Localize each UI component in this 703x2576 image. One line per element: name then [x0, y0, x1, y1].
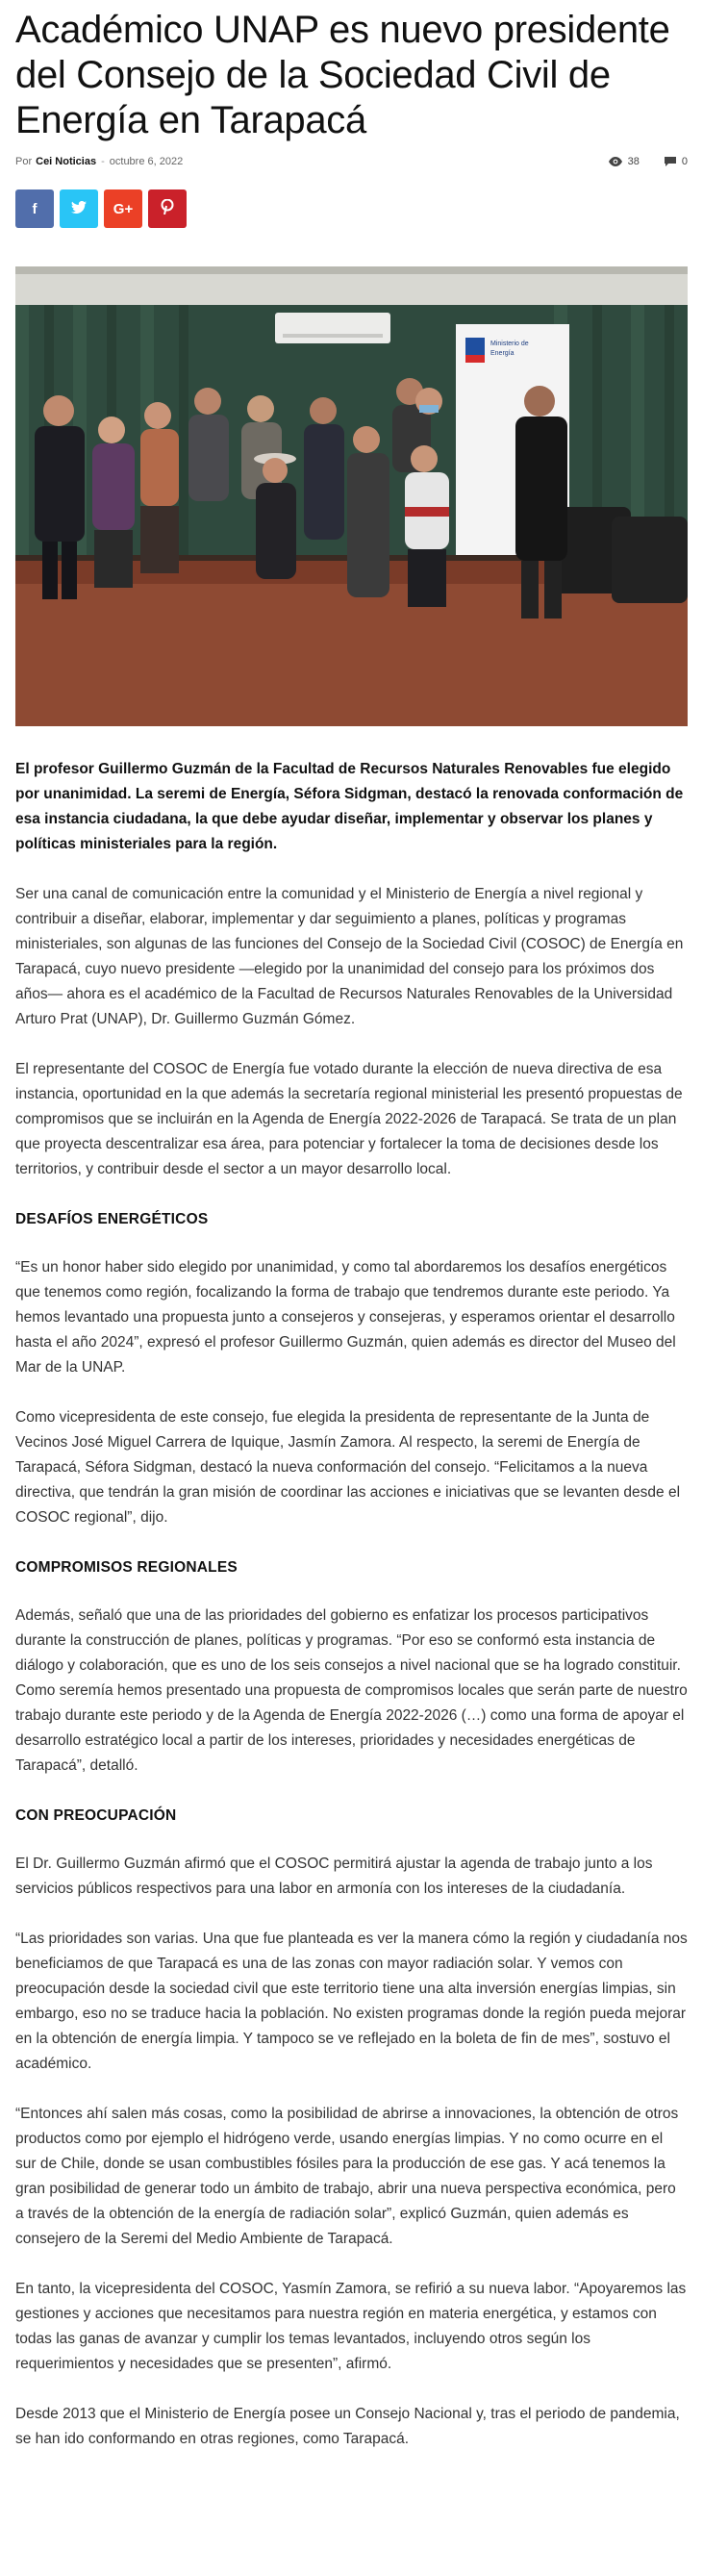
- lead-paragraph: El profesor Guillermo Guzmán de la Facultad de Recursos Naturales Renovables fue elegido por unanimidad. La seremi de Energía, Séfora Sidgman, destacó la renovada conformación de esa instancia ciudadana, la que debe ayudar diseñar, implementar y observar los planes y políticas ministeriales para la región.: [15, 761, 684, 852]
- paragraph-2: El representante del COSOC de Energía fue votado durante la elección de nueva directiva de esa instancia, oportunidad en la que además la secretaría regional ministerial les presentó propuestas de compromisos que se incluirán en la Agenda de Energía 2022-2026 de Tarapacá. Se trata de un plan que proyecta descentralizar esa área, para potenciar y fortalecer la toma de decisiones desde los territorios, y contribuir desde el sector a un mayor desarrollo local.: [15, 1061, 683, 1177]
- facebook-icon: f: [32, 200, 38, 217]
- paragraph-4: Como vicepresidenta de este consejo, fue elegida la presidenta de representante de la Junta de Vecinos José Miguel Carrera de Iquique, Jasmín Zamora. Al respecto, la seremi de Energía de Tarapacá, Séfora Sidgman, destacó la nueva conformación del consejo. “Felicitamos a la nueva directiva, que tendrán la gran misión de coordinar las acciones e iniciativas que se levanten desde el COSOC regional”, dijo.: [15, 1409, 681, 1526]
- views-count: 38: [627, 156, 640, 167]
- article-page: [0, 8, 703, 2452]
- group-photo-illustration: [15, 266, 688, 726]
- section-heading-compromisos: COMPROMISOS REGIONALES: [15, 1559, 238, 1576]
- section-heading-desafios: DESAFÍOS ENERGÉTICOS: [15, 1211, 209, 1227]
- paragraph-10: Desde 2013 que el Ministerio de Energía posee un Consejo Nacional y, tras el periodo de pandemia, se han ido conformando en otras regiones, como Tarapacá.: [15, 2406, 680, 2447]
- eye-icon: [609, 157, 622, 166]
- meta-separator: -: [101, 156, 105, 167]
- paragraph-8: “Entonces ahí salen más cosas, como la posibilidad de abrirse a innovaciones, la obtención de otros productos como por ejemplo el hidrógeno verde, usando energías limpias. Y no como ocurre en el sur de Chile, donde se usan combustibles fósiles para la producción de ese gas. Y acá tenemos la gran posibilidad de generar todo un ámbito de trabajo, abrir una nueva perspectiva económica, pero a través de la obtención de la energía de radiación solar”, explicó Guzmán, quien además es consejero de la Seremi del Medio Ambiente de Tarapacá.: [15, 2106, 679, 2247]
- section-heading-preocupacion: CON PREOCUPACIÓN: [15, 1807, 177, 1824]
- googleplus-icon: G+: [113, 200, 134, 217]
- paragraph-5: Además, señaló que una de las prioridades del gobierno es enfatizar los procesos participativos durante la construcción de planes, políticas y programas. “Por eso se conformó esta instancia de diálogo y colaboración, que es uno de los seis consejos a nivel nacional que se ha logrado constituir. Como seremía hemos presentado una propuesta de compromisos locales que serán parte de nuestro trabajo durante este periodo y de la Agenda de Energía 2022-2026 (…) como una forma de apoyar el desarrollo estratégico local a partir de los intereses, prioridades y necesidades energéticas de Tarapacá”, detalló.: [15, 1607, 688, 1774]
- facebook-share-button[interactable]: [15, 189, 54, 228]
- paragraph-6: El Dr. Guillermo Guzmán afirmó que el COSOC permitirá ajustar la agenda de trabajo junto a los servicios públicos respectivos para una labor en armonía con los intereses de la ciudadanía.: [15, 1856, 653, 1897]
- banner-text-2: Energía: [490, 350, 515, 357]
- by-label: Por: [15, 156, 33, 167]
- banner-text-1: Ministerio de: [490, 341, 529, 347]
- paragraph-7: “Las prioridades son varias. Una que fue planteada es ver la manera cómo la región y ciudadanía nos beneficiamos de que Tarapacá es una de las zonas con mayor radiación solar. Y vemos con preocupación desde la sociedad civil que este territorio tiene una alta inversión energías limpias, sin embargo, eso no se traduce hacia la población. No existen programas donde la región pueda mejorar en la obtención de energía limpia. Y tampoco se ve reflejado en la boleta de fin de mes”, sostuvo el académico.: [15, 1931, 688, 2072]
- article-meta: [15, 153, 688, 170]
- meta-stats: [609, 156, 688, 167]
- twitter-share-button[interactable]: [60, 189, 98, 228]
- pinterest-share-button[interactable]: [148, 189, 187, 228]
- googleplus-share-button[interactable]: [104, 189, 142, 228]
- pinterest-icon: [161, 199, 174, 218]
- paragraph-1: Ser una canal de comunicación entre la comunidad y el Ministerio de Energía a nivel regional y contribuir a diseñar, elaborar, implementar y dar seguimiento a planes, políticas y programas ministeriales, son algunas de las funciones del Consejo de la Sociedad Civil (COSOC) de Energía en Tarapacá, cuyo nuevo presidente —elegido por la unanimidad del consejo para los próximos dos años— ahora es el académico de la Facultad de Recursos Naturales Renovables de la Universidad Arturo Prat (UNAP), Dr. Guillermo Guzmán Gómez.: [15, 886, 684, 1027]
- article-body: [15, 757, 688, 2452]
- share-buttons: [15, 189, 688, 228]
- comments-count[interactable]: 0: [681, 156, 688, 167]
- article-photo: [15, 266, 688, 726]
- comment-icon[interactable]: [665, 157, 676, 166]
- paragraph-9: En tanto, la vicepresidenta del COSOC, Yasmín Zamora, se refirió a su nueva labor. “Apoyaremos las gestiones y acciones que necesitamos para nuestra región en materia energética, y estamos con todas las ganas de avanzar y cumplir los temas levantados, incluyendo otros según los requerimientos y necesidades que se presenten”, afirmó.: [15, 2281, 687, 2372]
- paragraph-3: “Es un honor haber sido elegido por unanimidad, y como tal abordaremos los desafíos energéticos que tenemos como región, focalizando la forma de trabajo que tendremos durante este periodo. Ya hemos levantado una propuesta junto a consejeros y consejeras, y esperamos orientar el desarrollo hasta el año 2024”, expresó el profesor Guillermo Guzmán, quien además es director del Museo del Mar de la UNAP.: [15, 1259, 676, 1376]
- twitter-icon: [71, 201, 87, 217]
- article-title: Académico UNAP es nuevo presidente del Consejo de la Sociedad Civil de Energía en Tarapacá: [15, 9, 670, 141]
- author-link[interactable]: Cei Noticias: [36, 156, 97, 167]
- publish-date: octubre 6, 2022: [109, 156, 184, 167]
